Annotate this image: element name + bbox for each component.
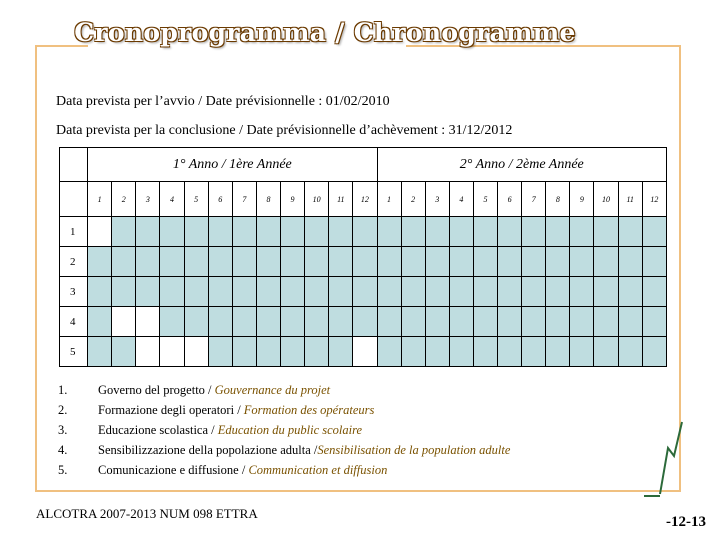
month-header: 11 [329,182,353,217]
month-header: 8 [256,182,280,217]
active-month-cell [642,337,666,367]
activity-legend [58,380,510,480]
active-month-cell [449,277,473,307]
year-1-header: 1° Anno / 1ère Année [88,148,377,182]
active-month-cell [618,307,642,337]
active-month-cell [449,247,473,277]
inactive-month-cell [160,337,184,367]
active-month-cell [570,247,594,277]
active-month-cell [160,277,184,307]
active-month-cell [353,307,377,337]
active-month-cell [377,247,401,277]
active-month-cell [642,277,666,307]
active-month-cell [401,307,425,337]
activity-row [60,307,667,337]
active-month-cell [256,217,280,247]
active-month-cell [329,247,353,277]
active-month-cell [256,247,280,277]
inactive-month-cell [353,337,377,367]
active-month-cell [232,247,256,277]
active-month-cell [570,337,594,367]
legend-french-text: Education du public scolaire [217,423,363,437]
legend-french-text: Communication et diffusion [248,463,388,477]
active-month-cell [281,337,305,367]
active-month-cell [642,307,666,337]
month-header: 3 [136,182,160,217]
active-month-cell [184,277,208,307]
active-month-cell [498,337,522,367]
legend-italian-text: Sensibilizzazione della popolazione adulta / [98,443,318,457]
active-month-cell [498,307,522,337]
inactive-month-cell [88,217,112,247]
active-month-cell [473,277,497,307]
month-header: 4 [449,182,473,217]
legend-italian-text: Formazione degli operatori / [98,403,244,417]
active-month-cell [353,247,377,277]
active-month-cell [449,307,473,337]
legend-number: 2. [58,403,68,417]
active-month-cell [618,217,642,247]
active-month-cell [208,277,232,307]
active-month-cell [208,337,232,367]
active-month-cell [160,307,184,337]
active-month-cell [136,277,160,307]
active-month-cell [160,247,184,277]
active-month-cell [594,337,618,367]
month-header: 5 [184,182,208,217]
month-header: 3 [425,182,449,217]
legend-italian-text: Governo del progetto / [98,383,215,397]
activity-rows [60,217,667,367]
active-month-cell [232,277,256,307]
activity-row [60,247,667,277]
active-month-cell [473,247,497,277]
month-header: 7 [232,182,256,217]
active-month-cell [546,337,570,367]
active-month-cell [353,277,377,307]
month-header: 2 [401,182,425,217]
activity-row [60,277,667,307]
year-header-row [60,148,667,182]
activity-number: 2 [60,247,88,277]
month-header: 4 [160,182,184,217]
active-month-cell [425,247,449,277]
active-month-cell [256,307,280,337]
active-month-cell [522,307,546,337]
active-month-cell [184,247,208,277]
footer-text: ALCOTRA 2007-2013 NUM 098 ETTRA [36,506,258,521]
active-month-cell [377,337,401,367]
active-month-cell [401,277,425,307]
month-header: 8 [546,182,570,217]
month-header: 9 [281,182,305,217]
active-month-cell [136,217,160,247]
active-month-cell [377,217,401,247]
active-month-cell [594,277,618,307]
active-month-cell [401,247,425,277]
month-header: 7 [522,182,546,217]
legend-number: 5. [58,463,68,477]
active-month-cell [88,307,112,337]
legend-item [58,440,510,460]
active-month-cell [329,307,353,337]
active-month-cell [136,247,160,277]
legend-italian-text: Educazione scolastica / [98,423,218,437]
legend-number: 4. [58,443,68,457]
inactive-month-cell [136,337,160,367]
active-month-cell [570,307,594,337]
active-month-cell [425,337,449,367]
active-month-cell [281,217,305,247]
active-month-cell [449,337,473,367]
active-month-cell [88,337,112,367]
active-month-cell [112,217,136,247]
month-header: 11 [618,182,642,217]
active-month-cell [256,337,280,367]
active-month-cell [184,307,208,337]
active-month-cell [425,217,449,247]
active-month-cell [160,217,184,247]
active-month-cell [281,277,305,307]
active-month-cell [88,277,112,307]
active-month-cell [618,247,642,277]
active-month-cell [305,217,329,247]
active-month-cell [618,337,642,367]
active-month-cell [281,247,305,277]
decorative-slash-icon [640,420,690,500]
inactive-month-cell [136,307,160,337]
active-month-cell [570,217,594,247]
month-header: 1 [88,182,112,217]
active-month-cell [208,247,232,277]
legend-item [58,460,510,480]
active-month-cell [498,247,522,277]
month-header: 10 [305,182,329,217]
corner-cell [60,148,88,182]
activity-number: 3 [60,277,88,307]
activity-row [60,337,667,367]
active-month-cell [377,277,401,307]
active-month-cell [618,277,642,307]
active-month-cell [522,337,546,367]
month-header: 10 [594,182,618,217]
active-month-cell [112,337,136,367]
active-month-cell [305,307,329,337]
inactive-month-cell [112,307,136,337]
active-month-cell [112,277,136,307]
end-date-text: Data prevista per la conclusione / Date prévisionnelle d’achèvement : 31/12/2012 [56,123,513,138]
activity-number: 1 [60,217,88,247]
month-header: 5 [473,182,497,217]
month-header-row [60,182,667,217]
activity-row [60,217,667,247]
active-month-cell [208,307,232,337]
legend-number: 1. [58,383,68,397]
month-header: 1 [377,182,401,217]
corner-cell [60,182,88,217]
active-month-cell [208,217,232,247]
active-month-cell [498,217,522,247]
active-month-cell [546,277,570,307]
active-month-cell [522,217,546,247]
active-month-cell [88,247,112,277]
active-month-cell [184,217,208,247]
month-header: 6 [208,182,232,217]
active-month-cell [256,277,280,307]
active-month-cell [305,277,329,307]
active-month-cell [329,217,353,247]
active-month-cell [232,307,256,337]
active-month-cell [425,277,449,307]
month-header: 2 [112,182,136,217]
legend-number: 3. [58,423,68,437]
legend-item [58,400,510,420]
active-month-cell [401,337,425,367]
month-header: 6 [498,182,522,217]
inactive-month-cell [184,337,208,367]
active-month-cell [281,307,305,337]
active-month-cell [522,247,546,277]
active-month-cell [305,247,329,277]
active-month-cell [522,277,546,307]
active-month-cell [473,307,497,337]
active-month-cell [498,277,522,307]
year-2-header: 2° Anno / 2ème Année [377,148,667,182]
activity-number: 4 [60,307,88,337]
page-title: Cronoprogramma / Chronogramme [74,18,576,47]
start-date-text: Data prevista per l’avvio / Date prévisionnelle : 01/02/2010 [56,94,390,109]
active-month-cell [353,217,377,247]
legend-item [58,420,510,440]
active-month-cell [305,337,329,367]
active-month-cell [112,247,136,277]
active-month-cell [473,337,497,367]
active-month-cell [594,307,618,337]
active-month-cell [449,217,473,247]
active-month-cell [642,247,666,277]
active-month-cell [642,217,666,247]
active-month-cell [546,217,570,247]
active-month-cell [546,247,570,277]
legend-french-text: Gouvernance du projet [214,383,331,397]
active-month-cell [329,277,353,307]
month-header: 9 [570,182,594,217]
legend-french-text: Formation des opérateurs [243,403,375,417]
legend-french-text: Sensibilisation de la population adulte [317,443,511,457]
active-month-cell [232,337,256,367]
legend-italian-text: Comunicazione e diffusione / [98,463,249,477]
active-month-cell [594,247,618,277]
active-month-cell [570,277,594,307]
active-month-cell [594,217,618,247]
page-number: -12-13 [666,514,706,530]
activity-number: 5 [60,337,88,367]
month-header: 12 [642,182,666,217]
gantt-table [59,147,667,367]
active-month-cell [546,307,570,337]
active-month-cell [377,307,401,337]
legend-item [58,380,510,400]
active-month-cell [425,307,449,337]
active-month-cell [473,217,497,247]
active-month-cell [329,337,353,367]
active-month-cell [232,217,256,247]
month-header: 12 [353,182,377,217]
active-month-cell [401,217,425,247]
